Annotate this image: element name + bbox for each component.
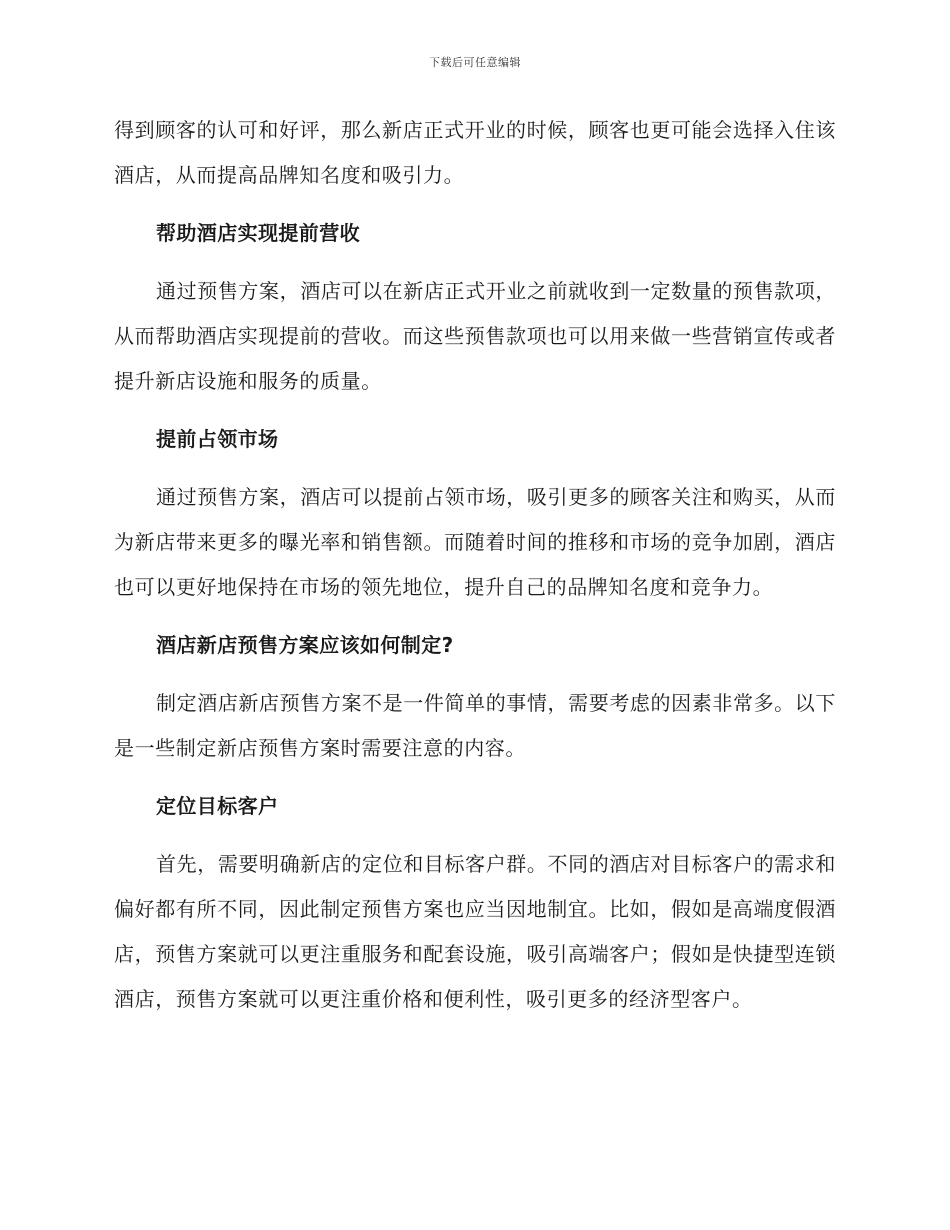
section-heading-target-customers: 定位目标客户 [156, 794, 279, 818]
paragraph-occupy-market: 通过预售方案，酒店可以提前占领市场，吸引更多的顾客关注和购买，从而为新店带来更多的曝光率和销售额。而随着时间的推移和市场的竞争加剧，酒店也可以更好地保持在市场的领先地位，提升自己的品牌知名度和竞争力。 [114, 485, 836, 599]
paragraph-target-customers: 首先，需要明确新店的定位和目标客户群。不同的酒店对目标客户的需求和偏好都有所不同，因此制定预售方案也应当因地制宜。比如，假如是高端度假酒店，预售方案就可以更注重服务和配套设施，吸引高端客户；假如是快捷型连锁酒店，预售方案就可以更注重价格和便利性，吸引更多的经济型客户。 [114, 852, 836, 1011]
paragraph-continuation: 得到顾客的认可和好评，那么新店正式开业的时候，顾客也更可能会选择入住该酒店，从而提高品牌知名度和吸引力。 [114, 118, 836, 187]
section-heading-early-revenue: 帮助酒店实现提前营收 [156, 221, 360, 245]
paragraph-early-revenue: 通过预售方案，酒店可以在新店正式开业之前就收到一定数量的预售款项，从而帮助酒店实现提前的营收。而这些预售款项也可以用来做一些营销宣传或者提升新店设施和服务的质量。 [114, 279, 836, 393]
section-heading-occupy-market: 提前占领市场 [156, 427, 279, 451]
document-body [114, 108, 836, 1035]
section-heading-how-to-plan: 酒店新店预售方案应该如何制定? [156, 633, 454, 657]
paragraph-how-to-plan: 制定酒店新店预售方案不是一件简单的事情，需要考虑的因素非常多。以下是一些制定新店预售方案时需要注意的内容。 [114, 691, 836, 760]
page-header: 下载后可任意编辑 [429, 56, 521, 69]
